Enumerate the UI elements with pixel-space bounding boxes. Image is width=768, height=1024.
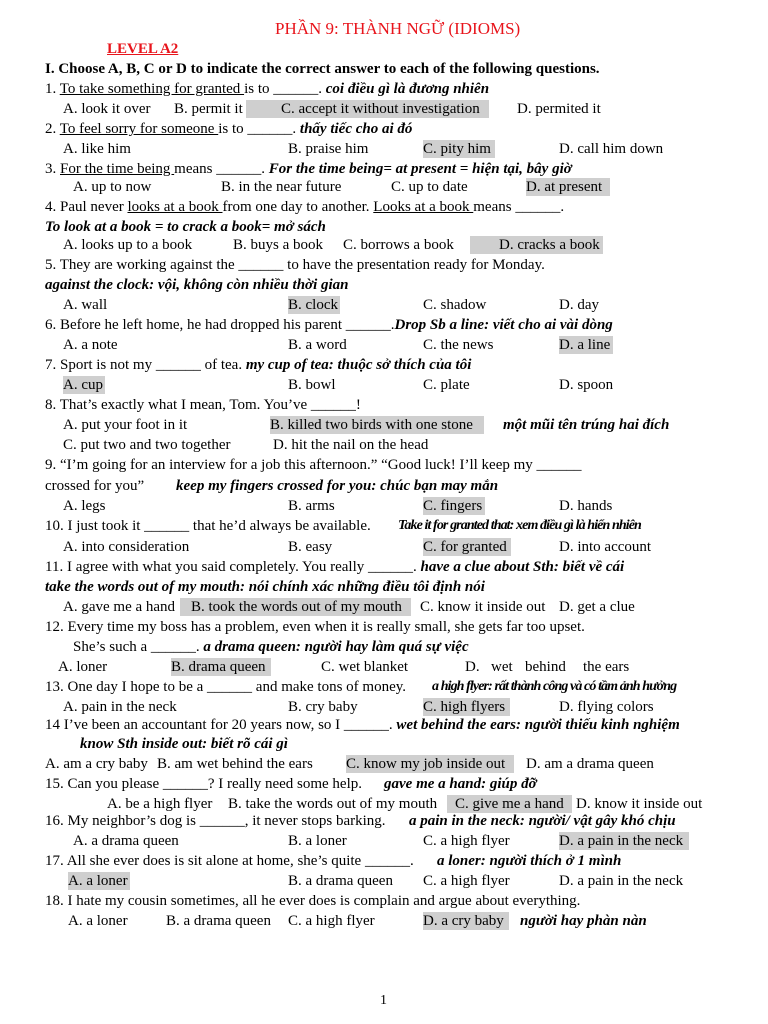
option-d-answer[interactable]: D. a cry baby (423, 912, 509, 930)
question-1 (45, 80, 489, 98)
question-text: crossed for you” (45, 478, 145, 494)
option-d[interactable]: D. flying colors (559, 699, 654, 715)
idiom-note: coi điều gì là đương nhiên (325, 81, 490, 97)
option-c[interactable]: C. a high flyer (288, 913, 375, 929)
question-number: 15. (45, 776, 64, 792)
underlined-idiom: To take something for granted (59, 81, 245, 97)
question-text: Every time my boss has a problem, even when it is really small, she gets far too upset. (67, 619, 585, 635)
option-a[interactable]: A. gave me a hand (63, 599, 176, 615)
option-b[interactable]: B. praise him (288, 141, 369, 157)
question-8 (45, 396, 361, 414)
option-b[interactable]: B. am wet behind the ears (157, 756, 313, 772)
option-c[interactable]: C. a high flyer (423, 833, 510, 849)
option-a[interactable]: A. a loner (68, 913, 128, 929)
question-text: I’ve been an accountant for 20 years now, so I ______. (63, 717, 397, 733)
question-number: 16. (45, 813, 64, 829)
option-a[interactable]: A. legs (63, 498, 106, 514)
option-b-answer[interactable]: B. took the words out of my mouth (180, 598, 411, 616)
option-c-answer[interactable]: C. accept it without investigation (246, 100, 489, 118)
option-b[interactable]: B. a drama queen (288, 873, 393, 889)
option-c-answer[interactable]: C. pity him (423, 140, 495, 158)
option-b[interactable]: B. permit it (174, 101, 243, 117)
option-b[interactable]: B. arms (288, 498, 335, 514)
option-a[interactable]: A. put your foot in it (63, 417, 188, 433)
question-5 (45, 256, 545, 274)
idiom-note: người hay phàn nàn (520, 913, 647, 929)
option-d[interactable]: D. a pain in the neck (559, 873, 684, 889)
idiom-note: a pain in the neck: người/ vật gây khó chịu (409, 813, 676, 829)
question-2 (45, 120, 412, 138)
question-text: from one day to another. (222, 199, 374, 215)
question-3 (45, 160, 572, 178)
option-c[interactable]: C. plate (423, 377, 470, 393)
option-d[interactable]: D. permited it (517, 101, 601, 117)
question-number: 2. (45, 121, 57, 137)
option-d[interactable]: D. into account (559, 539, 652, 555)
question-number: 10. (45, 518, 64, 534)
underlined-idiom: Looks at a book (373, 199, 474, 215)
question-number: 8. (45, 397, 57, 413)
question-number: 12. (45, 619, 64, 635)
idiom-note: wet behind the ears: người thiếu kinh nghiệm (396, 717, 680, 733)
page-title: PHẦN 9: THÀNH NGỮ (IDIOMS) (275, 19, 521, 38)
option-d-answer[interactable]: D. a line (559, 336, 613, 354)
question-text: They are working against the ______ to have the presentation ready for Monday. (59, 257, 545, 273)
option-b[interactable]: B. cry baby (288, 699, 358, 715)
question-text: My neighbor’s dog is ______, it never stops barking. (67, 813, 386, 829)
option-a[interactable]: A. up to now (73, 179, 152, 195)
option-c-answer[interactable]: C. for granted (423, 538, 511, 556)
question-number: 3. (45, 161, 57, 177)
option-d[interactable]: D. hit the nail on the head (273, 437, 429, 453)
question-number: 9. (45, 457, 57, 473)
question-text: is to ______. (244, 81, 326, 97)
idiom-note: Drop Sb a line: viết cho ai vài dòng (394, 317, 613, 333)
question-number: 13. (45, 679, 64, 695)
idiom-note: một mũi tên trúng hai đích (503, 417, 670, 433)
option-a[interactable]: A. into consideration (63, 539, 190, 555)
question-text: “I’m going for an interview for a job this afternoon.” “Good luck! I’ll keep my ______ (60, 457, 582, 473)
question-number: 1. (45, 81, 57, 97)
option-c-answer[interactable]: C. fingers (423, 497, 485, 515)
option-c-answer[interactable]: C. high flyers (423, 698, 510, 716)
option-d-answer[interactable]: D. a pain in the neck (559, 832, 689, 850)
idiom-note: a high flyer: rất thành công và có tầm ảnh hưởng (432, 679, 677, 694)
question-text: is to ______. (218, 121, 300, 137)
option-c[interactable]: C. up to date (391, 179, 468, 195)
option-c[interactable]: C. wet blanket (321, 659, 409, 675)
question-text: One day I hope to be a ______ and make tons of money. (67, 679, 407, 695)
instruction: I. Choose A, B, C or D to indicate the correct answer to each of the following questions. (45, 61, 600, 77)
option-b[interactable]: B. bowl (288, 377, 336, 393)
question-11 (45, 558, 624, 576)
option-a[interactable]: A. like him (63, 141, 131, 157)
option-d[interactable]: D. know it inside out (576, 796, 703, 812)
question-4 (45, 198, 564, 216)
option-d-word[interactable]: the ears (583, 659, 630, 675)
idiom-note: take the words out of my mouth: nói chính xác những điều tôi định nói (45, 579, 485, 595)
question-10 (45, 517, 371, 535)
option-a-answer[interactable]: A. cup (63, 377, 103, 393)
option-c[interactable]: C. put two and two together (63, 437, 231, 453)
question-text: That’s exactly what I mean, Tom. You’ve ______! (59, 397, 361, 413)
idiom-note: thấy tiếc cho ai đó (299, 121, 413, 137)
question-16 (45, 812, 386, 830)
question-number: 6. (45, 317, 57, 333)
option-d[interactable]: D. day (559, 297, 599, 313)
question-text: Paul never (60, 199, 128, 215)
idiom-note: a drama queen: người hay làm quá sự việc (203, 639, 469, 655)
option-c-answer[interactable]: C. know my job inside out (346, 755, 514, 773)
option-b[interactable]: B. take the words out of my mouth (228, 796, 438, 812)
page-number: 1 (380, 993, 387, 1008)
question-text: I hate my cousin sometimes, all he ever does is complain and argue about everything. (67, 893, 581, 909)
level-heading: LEVEL A2 (107, 41, 179, 57)
option-a[interactable]: A. a note (63, 337, 118, 353)
question-number: 4. (45, 199, 57, 215)
option-d-answer[interactable]: D. at present (526, 178, 610, 196)
question-9 (45, 456, 582, 474)
option-a[interactable]: A. looks up to a book (63, 237, 193, 253)
option-c-answer[interactable]: C. give me a hand (447, 795, 572, 813)
underlined-idiom: To feel sorry for someone (59, 121, 219, 137)
option-b[interactable]: B. a drama queen (166, 913, 271, 929)
option-c[interactable]: C. borrows a book (343, 237, 454, 253)
idiom-note: gave me a hand: giúp đỡ (384, 776, 537, 792)
idiom-note: a loner: người thích ở 1 mình (437, 853, 622, 869)
question-number: 17. (45, 853, 64, 869)
idiom-note: have a clue about Sth: biết về cái (420, 559, 625, 575)
option-b[interactable]: B. easy (288, 539, 333, 555)
option-a-answer[interactable]: A. a loner (68, 872, 130, 890)
question-18 (45, 892, 580, 910)
question-7 (45, 356, 471, 374)
option-a[interactable]: A. pain in the neck (63, 699, 177, 715)
question-text: I just took it ______ that he’d always be available. (67, 518, 371, 534)
question-number: 7. (45, 357, 57, 373)
option-a[interactable]: A. wall (63, 297, 108, 313)
question-15 (45, 775, 362, 793)
question-6 (45, 316, 613, 334)
option-a[interactable]: A. look it over (63, 101, 151, 117)
option-d-word[interactable]: behind (525, 659, 566, 675)
question-text: She’s such a ______. (73, 639, 204, 655)
question-9-continued (45, 477, 144, 495)
underlined-idiom: looks at a book (127, 199, 223, 215)
option-b[interactable]: B. a word (288, 337, 347, 353)
option-a[interactable]: A. be a high flyer (107, 796, 213, 812)
idiom-note: To look at a book = to crack a book= mở sách (45, 219, 326, 235)
option-c[interactable]: C. shadow (423, 297, 487, 313)
question-17 (45, 852, 414, 870)
idiom-note: For the time being= at present = hiện tại, bây giờ (268, 161, 572, 177)
option-a[interactable]: A. loner (58, 659, 108, 675)
idiom-note: know Sth inside out: biết rõ cái gì (80, 736, 288, 752)
option-d[interactable]: D. hands (559, 498, 613, 514)
option-b[interactable]: B. buys a book (233, 237, 323, 253)
option-b-answer[interactable]: B. clock (288, 297, 338, 313)
question-number: 14 (45, 717, 60, 733)
option-d[interactable]: D. get a clue (559, 599, 635, 615)
question-text: means ______. (473, 199, 565, 215)
question-text: Can you please ______? I really need some help. (67, 776, 362, 792)
idiom-note: against the clock: vội, không còn nhiều thời gian (45, 277, 349, 293)
option-c[interactable]: C. a high flyer (423, 873, 510, 889)
option-c[interactable]: C. the news (423, 337, 494, 353)
idiom-note: keep my fingers crossed for you: chúc bạn may mắn (176, 478, 499, 494)
question-number: 5. (45, 257, 57, 273)
option-d-word[interactable]: wet (491, 659, 513, 675)
question-14 (45, 716, 680, 734)
idiom-note: my cup of tea: thuộc sở thích của tôi (245, 357, 472, 373)
question-text: means ______. (174, 161, 269, 177)
underlined-idiom: For the time being (60, 161, 175, 177)
question-number: 11. (45, 559, 64, 575)
option-b[interactable]: B. a loner (288, 833, 347, 849)
question-text: I agree with what you said completely. You really ______. (66, 559, 421, 575)
option-d[interactable]: D. (465, 659, 480, 675)
option-c[interactable]: C. know it inside out (420, 599, 546, 615)
question-13 (45, 678, 406, 696)
option-d[interactable]: D. call him down (559, 141, 664, 157)
option-b[interactable]: B. in the near future (221, 179, 342, 195)
option-d-answer[interactable]: D. cracks a book (470, 236, 603, 254)
question-12-continued (73, 638, 469, 656)
option-b-answer[interactable]: B. killed two birds with one stone (270, 416, 484, 434)
option-d[interactable]: D. am a drama queen (526, 756, 654, 772)
question-text: All she ever does is sit alone at home, she’s quite ______. (66, 853, 414, 869)
option-b-answer[interactable]: B. drama queen (171, 658, 271, 676)
question-number: 18. (45, 893, 64, 909)
question-text: Sport is not my ______ of tea. (60, 357, 246, 373)
option-a[interactable]: A. am a cry baby (45, 756, 148, 772)
question-text: Before he left home, he had dropped his parent ______. (60, 317, 395, 333)
idiom-note: Take it for granted that: xem điều gì là hiển nhiên (398, 518, 641, 533)
option-d[interactable]: D. spoon (559, 377, 614, 393)
option-a[interactable]: A. a drama queen (73, 833, 179, 849)
question-12 (45, 618, 585, 636)
